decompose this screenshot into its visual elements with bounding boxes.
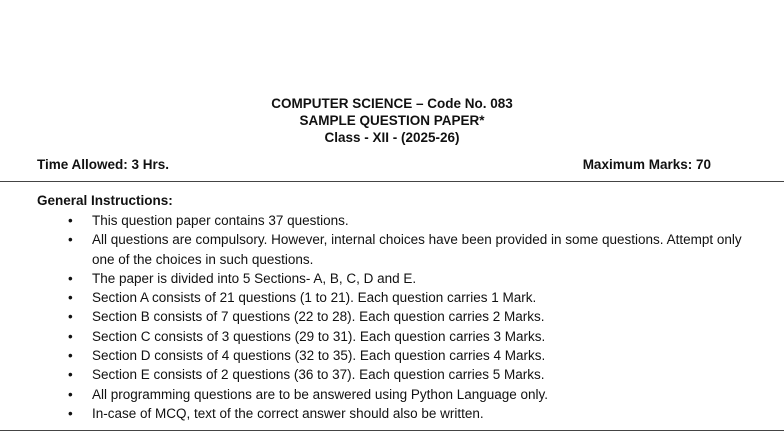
paper-header (0, 95, 784, 146)
instructions-title: General Instructions: (37, 193, 173, 208)
bottom-divider (0, 430, 784, 431)
instructions-list (62, 211, 742, 423)
instruction-item: • In-case of MCQ, text of the correct answer should also be written. (62, 404, 742, 423)
exam-meta-row (37, 156, 711, 173)
instruction-item: • Section E consists of 2 questions (36 to 37). Each question carries 5 Marks. (62, 365, 742, 384)
maximum-marks: Maximum Marks: 70 (582, 157, 711, 172)
instruction-item: • The paper is divided into 5 Sections- A, B, C, D and E. (62, 269, 742, 288)
instruction-item: • Section D consists of 4 questions (32 to 35). Each question carries 4 Marks. (62, 346, 742, 365)
instruction-item: • Section A consists of 21 questions (1 to 21). Each question carries 1 Mark. (62, 288, 742, 307)
subject-title: COMPUTER SCIENCE – Code No. 083 (271, 96, 513, 111)
paper-type: SAMPLE QUESTION PAPER* (299, 113, 485, 128)
instruction-item: • Section C consists of 3 questions (29 to 31). Each question carries 3 Marks. (62, 327, 742, 346)
instruction-item: • Section B consists of 7 questions (22 to 28). Each question carries 2 Marks. (62, 307, 742, 326)
instruction-item: • This question paper contains 37 questions. (62, 211, 742, 230)
instruction-item: • All programming questions are to be answered using Python Language only. (62, 385, 742, 404)
time-allowed: Time Allowed: 3 Hrs. (37, 157, 170, 172)
class-session: Class - XII - (2025-26) (324, 130, 460, 145)
instruction-item: • All questions are compulsory. However, internal choices have been provided in some questions. Attempt only one of the choices in such questions. (62, 230, 742, 269)
top-divider (0, 181, 784, 182)
